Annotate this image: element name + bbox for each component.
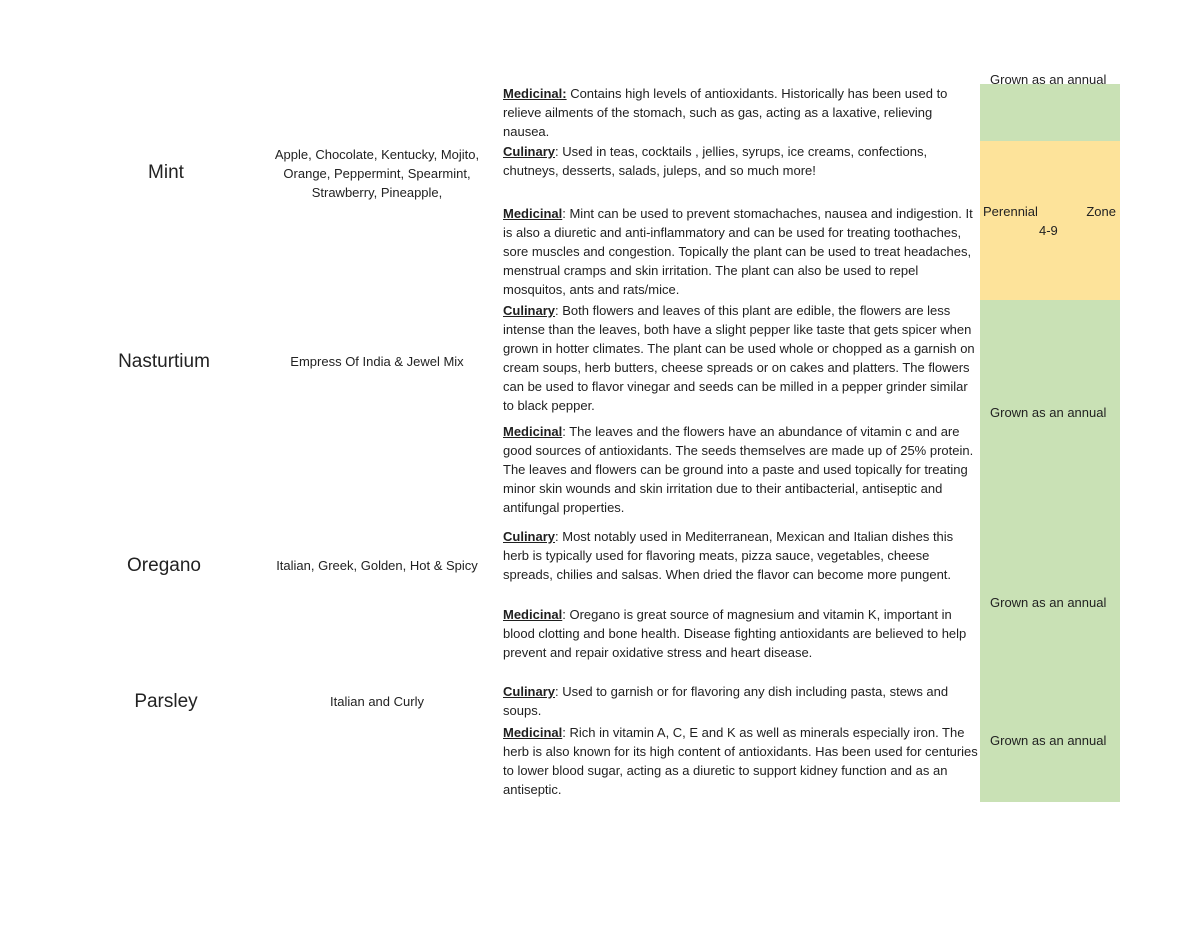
medicinal-text: : Mint can be used to prevent stomachaches, nausea and indigestion. It is also a diuretic and anti-inflammatory and can be used for treating toothaches, sore muscles and congestion. Topically the plant can be used to treat headaches, menstrual cramps and skin irritation. The plant can also be used to repel mosquitos, ants and rats/mice. [503, 206, 973, 297]
herb-name-mint: Mint [148, 162, 184, 183]
medicinal-desc-mint [503, 204, 979, 299]
varieties-oregano: Italian, Greek, Golden, Hot & Spicy [276, 558, 478, 573]
culinary-label: Culinary [503, 529, 556, 544]
season-cell-lower [980, 300, 1120, 802]
medicinal-label: Medicinal [503, 725, 563, 740]
herb-name-oregano: Oregano [127, 555, 201, 576]
varieties-parsley: Italian and Curly [330, 694, 424, 709]
medicinal-label: Medicinal [503, 206, 563, 221]
medicinal-desc-nasturtium [503, 422, 979, 517]
medicinal-label: Medicinal [503, 424, 563, 439]
culinary-text: : Both flowers and leaves of this plant are edible, the flowers are less intense than the leaves, both have a slight pepper like taste that gets spicer when grown in hotter climates. The plant can be used whole or chopped as a garnish on cream soups, herb butters, cheese spreads or on cakes and platters. The flowers can be used to flavor vinegar and seeds can be milled in a pepper grinder similar to black pepper. [503, 303, 975, 413]
culinary-desc-mint [503, 142, 979, 180]
medicinal-desc-oregano [503, 605, 979, 662]
season-text-oregano: Grown as an annual [990, 595, 1107, 610]
season-zone-range: 4-9 [1039, 223, 1058, 238]
herb-name-parsley: Parsley [134, 691, 198, 712]
season-cell-top-partial [980, 72, 1120, 141]
culinary-label: Culinary [503, 303, 556, 318]
season-zone-label: Zone [1086, 204, 1116, 219]
culinary-desc-nasturtium [503, 301, 979, 415]
medicinal-text: Contains high levels of antioxidants. Historically has been used to relieve ailments of the stomach, such as gas, acting as a laxative, relieving nausea. [503, 86, 948, 139]
varieties-nasturtium: Empress Of India & Jewel Mix [290, 354, 464, 369]
season-text-nasturtium: Grown as an annual [990, 405, 1107, 420]
medicinal-text: : Rich in vitamin A, C, E and K as well as minerals especially iron. The herb is also known for its high content of antioxidants. Has been used for centuries to lower blood sugar, acting as a diuretic to support kidney function and as an antiseptic. [503, 725, 978, 797]
culinary-text: : Used in teas, cocktails , jellies, syrups, ice creams, confections, chutneys, desserts, salads, juleps, and so much more! [503, 144, 928, 178]
season-text-parsley: Grown as an annual [990, 733, 1107, 748]
herb-name-nasturtium: Nasturtium [118, 351, 210, 372]
varieties-mint: Apple, Chocolate, Kentucky, Mojito, Orange, Peppermint, Spearmint, Strawberry, Pineapple, [274, 147, 480, 200]
medicinal-label: Medicinal [503, 607, 563, 622]
culinary-label: Culinary [503, 684, 556, 699]
partial-medicinal-desc [503, 84, 979, 141]
culinary-desc-oregano [503, 527, 979, 584]
culinary-text: : Used to garnish or for flavoring any dish including pasta, stews and soups. [503, 684, 949, 718]
culinary-desc-parsley [503, 682, 979, 720]
season-perennial-label: Perennial [983, 204, 1038, 219]
culinary-text: : Most notably used in Mediterranean, Mexican and Italian dishes this herb is typically used for flavoring meats, pizza sauce, vegetables, cheese spreads, chilies and salsas. When dried the flavor can become more pungent. [503, 529, 954, 582]
season-cell-mint [980, 141, 1120, 300]
medicinal-label: Medicinal: [503, 86, 567, 101]
medicinal-desc-parsley [503, 723, 979, 799]
medicinal-text: : The leaves and the flowers have an abundance of vitamin c and are good sources of antioxidants. The seeds themselves are made up of 25% protein. The leaves and flowers can be ground into a paste and used topically for treating minor skin wounds and skin irritation due to their antibacterial, antiseptic and antifungal properties. [503, 424, 974, 515]
culinary-label: Culinary [503, 144, 556, 159]
medicinal-text: : Oregano is great source of magnesium and vitamin K, important in blood clotting and bone health. Disease fighting antioxidants are believed to help prevent and repair oxidative stress and heart disease. [503, 607, 967, 660]
season-text-partial: Grown as an annual [990, 72, 1107, 87]
